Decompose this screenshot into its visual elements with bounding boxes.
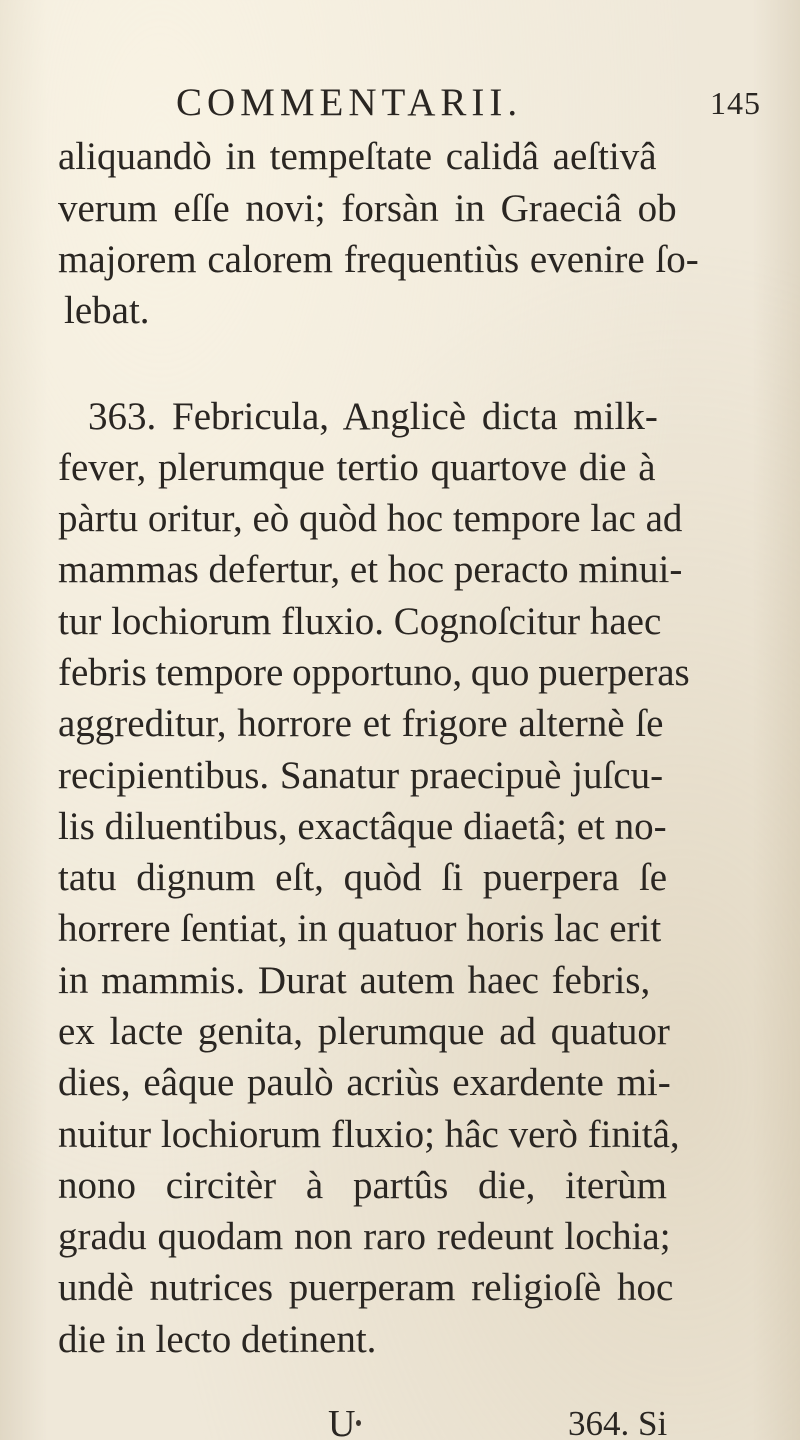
text-line: recipientibus. Sanatur praecipuè juſcu- [58,754,664,797]
signature-mark: U [328,1403,356,1440]
text-line: tur lochiorum fluxio. Cognoſcitur haec [58,600,662,643]
text-line: verum eſſe novi; forsàn in Graeciâ ob [58,187,677,230]
text-line: tatu dignum eſt, quòd ſi puerpera ſe [58,856,668,899]
text-line: undè nutrices puerperam religioſè hoc [58,1266,674,1309]
paragraph-363-first-line: 363. Febricula, Anglicè dicta milk- [88,395,658,438]
text-line: lebat. [64,289,150,332]
page-number: 145 [710,85,761,121]
text-line: lis diluentibus, exactâque diaetâ; et no- [58,805,667,848]
text-line: ex lacte genita, plerumque ad quatuor [58,1010,670,1053]
text-line: aggreditur, horrore et frigore alternè ſe [58,702,664,745]
text-line: fever, plerumque tertio quartove die à [58,446,656,489]
text-line: horrere ſentiat, in quatuor horis lac erit [58,907,662,950]
text-line: in mammis. Durat autem haec febris, [58,959,651,1002]
text-line: mammas defertur, et hoc peracto minui- [58,548,683,591]
ink-speck [356,1420,361,1426]
text-line: gradu quodam non raro redeunt lochia; [58,1215,671,1258]
running-title: COMMENTARII. [176,81,523,124]
text-line: dies, eâque paulò acriùs exardente mi- [58,1061,671,1104]
text-line: nuitur lochiorum fluxio; hâc verò finitâ, [58,1113,680,1156]
text-line: pàrtu oritur, eò quòd hoc tempore lac ad [58,497,683,540]
text-line: majorem calorem frequentiùs evenire ſo- [58,238,699,281]
text-line: nono circitèr à partûs die, iterùm [58,1164,667,1207]
text-line: aliquandò in tempeſtate calidâ aeſtivâ [58,135,657,178]
text-line: febris tempore opportuno, quo puerperas [58,651,690,694]
catchword: 364. Si [568,1404,668,1440]
text-line: die in lecto detinent. [58,1318,377,1361]
